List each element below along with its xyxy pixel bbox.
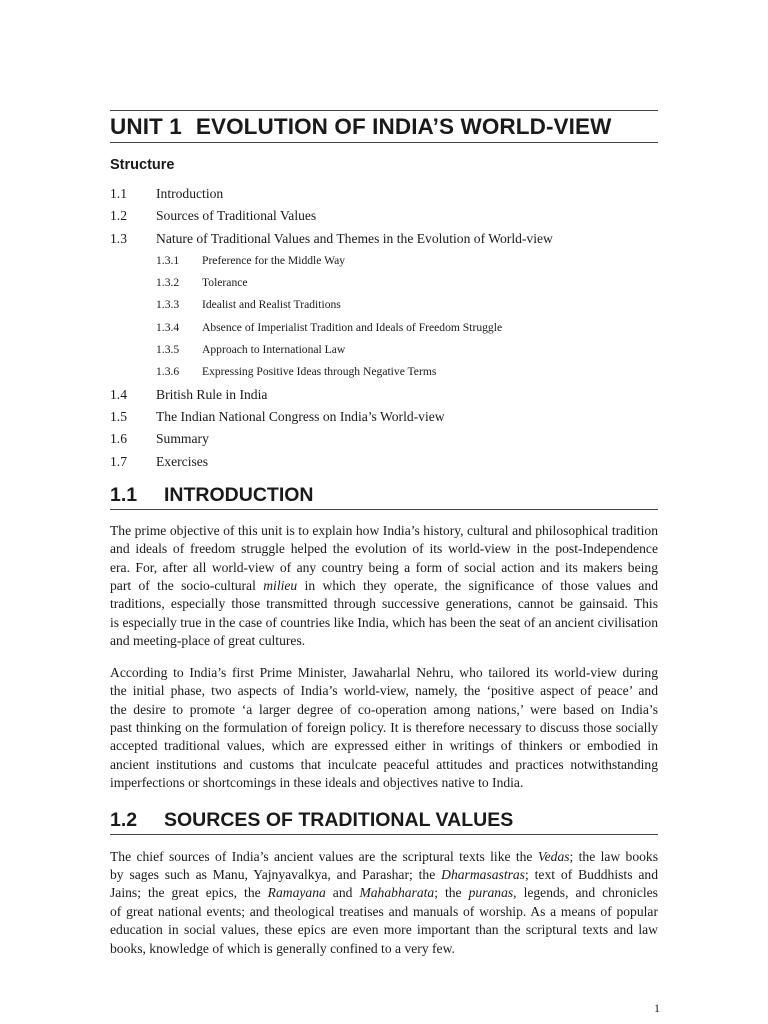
text-line: and meeting-place of great cultures. (110, 633, 306, 649)
toc-label: Expressing Positive Ideas through Negative Terms (202, 365, 437, 379)
toc-number: 1.7 (110, 453, 127, 469)
text-run: ; text of Buddhists and (524, 866, 658, 882)
toc-number: 1.3.2 (156, 276, 180, 290)
text-run: The chief sources of India’s ancient values are the scriptural texts like the (110, 848, 533, 864)
text-line (110, 848, 658, 866)
toc-number: 1.3.5 (156, 343, 180, 357)
text-run: ; the (434, 885, 462, 901)
structure-title: Structure (110, 157, 175, 173)
toc-item-1-1 (110, 183, 658, 205)
toc-number: 1.3.6 (156, 365, 180, 379)
section-heading-introduction (110, 479, 658, 510)
section-heading-sources (110, 804, 658, 835)
toc-label: Tolerance (202, 276, 248, 290)
text-line: past thinking on the formulation of foreign policy. It is therefore necessary to discuss those socially (110, 719, 658, 735)
section-number: 1.2 (110, 808, 138, 831)
toc-item-1-3 (110, 228, 658, 250)
toc-label: The Indian National Congress on India’s World-view (156, 408, 445, 424)
italic-term: Ramayana (267, 885, 326, 901)
text-line: traditions, especially those transmitted through successive generations, cannot be gainsaid. This (110, 596, 658, 612)
italic-term: Mahabharata (359, 885, 435, 901)
text-line: The prime objective of this unit is to explain how India’s history, cultural and philosophical tradition (110, 522, 658, 538)
toc-label: Preference for the Middle Way (202, 253, 346, 267)
unit-title: EVOLUTION OF INDIA’S WORLD-VIEW (195, 114, 612, 139)
toc-label: Approach to International Law (202, 343, 346, 357)
text-line (110, 884, 658, 902)
toc-item-1-7 (110, 451, 658, 473)
section-title: INTRODUCTION (164, 483, 314, 506)
text-line (110, 866, 658, 884)
italic-term: Vedas (537, 848, 570, 864)
toc-item-1-3-4 (110, 317, 658, 339)
toc-number: 1.2 (110, 208, 127, 224)
text-line: ancient institutions and customs that inculcate peaceful attitudes and practices notwithstanding (110, 756, 658, 772)
text-line: of great national events; and theological treatises and manuals of worship. As a means of popular (110, 903, 658, 919)
toc-item-1-3-2 (110, 272, 658, 294)
toc-number: 1.3.4 (156, 320, 180, 334)
unit-heading (110, 110, 658, 143)
page-number: 1 (654, 1001, 660, 1015)
toc-label: Introduction (156, 186, 224, 201)
structure-list (110, 183, 658, 473)
sources-paragraph-1 (110, 848, 658, 958)
toc-number: 1.4 (110, 386, 127, 402)
toc-item-1-2 (110, 205, 658, 227)
text-line (110, 577, 658, 595)
toc-number: 1.5 (110, 408, 127, 424)
text-run: in which they operate, the significance of those values and (304, 578, 658, 594)
text-line: imperfections or shortcomings in these ideals and objectives native to India. (110, 775, 524, 791)
italic-term: puranas (468, 885, 514, 901)
toc-item-1-5 (110, 406, 658, 428)
text-run: ; the law books (569, 848, 658, 864)
toc-item-1-3-5 (110, 339, 658, 361)
intro-paragraph-1 (110, 522, 658, 651)
toc-number: 1.1 (110, 186, 127, 201)
text-run: by sages such as Manu, Yajnyavalkya, and Parashar; the (110, 866, 436, 882)
toc-item-1-3-1 (110, 250, 658, 272)
toc-label: British Rule in India (156, 386, 268, 402)
intro-paragraph-2 (110, 664, 658, 793)
toc-label: Idealist and Realist Traditions (202, 298, 341, 312)
text-run: part of the socio-cultural (110, 578, 256, 594)
page-content (110, 110, 658, 958)
toc-item-1-3-6 (110, 361, 658, 383)
text-run: Jains; the great epics, the (110, 885, 261, 901)
text-line: accepted traditional values, which are expressed either in writings of thinkers or embodied in (110, 738, 658, 754)
text-line: and ideals of freedom struggle helped the evolution of its world-view in the post-Independence (110, 541, 658, 557)
toc-label: Summary (156, 431, 209, 447)
text-run: , legends, and chronicles (513, 885, 658, 901)
text-line: the initial phase, two aspects of India’s world-view, namely, the ‘positive aspect of peace’ and (110, 683, 658, 699)
toc-number: 1.3 (110, 230, 127, 246)
text-line: is especially true in the case of countries like India, which has been the seat of an ancient civilisation (110, 614, 658, 630)
toc-number: 1.3.1 (156, 253, 180, 267)
toc-item-1-4 (110, 384, 658, 406)
text-line: the desire to promote ‘a larger degree of co-operation among nations,’ were based on India’s (110, 701, 658, 717)
toc-label: Absence of Imperialist Tradition and Ideals of Freedom Struggle (202, 320, 503, 334)
toc-number: 1.6 (110, 431, 127, 447)
toc-number: 1.3.3 (156, 298, 180, 312)
text-line: education in social values, these epics are even more important than the scriptural texts and law (110, 922, 658, 938)
text-line: era. For, after all world-view of any country being a form of social action and its makers being (110, 559, 658, 575)
toc-label: Exercises (156, 453, 209, 469)
text-line: According to India’s first Prime Minister, Jawaharlal Nehru, who tailored its world-view during (110, 664, 658, 680)
unit-number: UNIT 1 (110, 114, 182, 139)
toc-item-1-6 (110, 428, 658, 450)
text-line: books, knowledge of which is generally confined to a very few. (110, 940, 455, 956)
italic-term: Dharmasastras (441, 866, 525, 882)
text-run: and (332, 885, 353, 901)
toc-label: Nature of Traditional Values and Themes in the Evolution of World-view (156, 230, 553, 246)
italic-term: milieu (263, 578, 298, 594)
toc-label: Sources of Traditional Values (156, 208, 317, 224)
toc-item-1-3-3 (110, 294, 658, 316)
section-title: SOURCES OF TRADITIONAL VALUES (164, 808, 514, 831)
section-number: 1.1 (110, 483, 138, 506)
